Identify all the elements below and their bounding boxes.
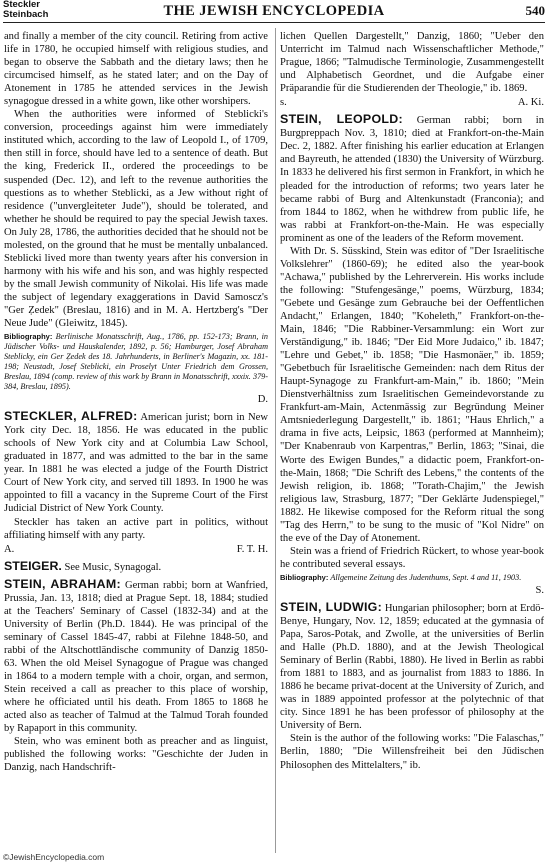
bibliography-text: Berlinische Monatsschrift, Aug., 1786, pp. 152-173; Brann, in Jüdischer Volks- und Hauskalender, 1892, p. 56; Hamburger, Josef Abraham Steblicky, ein Ger Ẓedek des 18. Jahrhunderts, in Berliner's Magazin, xx. 181-198; Neustadt, Josef Steblicki, ein Proselyt Unter Friedrich dem Grossen, Breslau, 1894 (comp. review of this work by Brann in Monatsschrift, xxxix. 379-384, Breslau, 1895). — [4, 332, 269, 392]
bibliography — [4, 332, 268, 392]
bibliography-label: Bibliography: — [4, 332, 53, 342]
running-head-last: Steinbach — [3, 9, 49, 20]
author-signature: D. — [257, 394, 268, 406]
entry-steiger — [4, 560, 268, 574]
entry-text: Hungarian philosopher; born at Erdö-Benye, Hungary, Nov. 12, 1859; educated at the gymnasia of Papa, Saros-Potak, and Zwolle, at the universities of Berlin and Halle (Ph.D. 1880), and at the Jewish Theological Seminary of Berlin (Rabbi, 1880). He lived in Berlin as rabbi from 1881 to 1883, and as journalist from 1883 to 1886. In 1886 he became privat-docent at the University of Zurich, and was in 1889 appointed professor at the polytechnic of that city. Since 1891 he has been professor of philosophy at the University of Bern. — [280, 602, 544, 732]
author-signature: S. — [535, 584, 544, 596]
entry-text: American jurist; born in New York city Dec. 18, 1856. He was educated in the public schools of New York city and at Columbia Law School, graduated in 1877, and was admitted to the bar in the same year. In 1881 he was elected a judge of the Fourth District Court of New York city, and served till 1893. In 1900 he was appointed to fill a vacancy in the Supreme Court of the First Judicial District of New York County. — [4, 412, 268, 515]
bibliography — [280, 573, 544, 583]
left-column — [4, 30, 268, 774]
paragraph: lichen Quellen Dargestellt," Danzig, 1860; "Ueber den Unterricht im Talmud nach Wissenschaftlicher Methode," Prague, 1866; "Talmudische Terminologie, Zusammengestellt und Alphabetisch Geordnet, und die Aufgabe einer Präparandie für die Studierenden der Theologie," ib. 1869. — [280, 31, 544, 95]
signature-right: F. T. H. — [236, 543, 268, 555]
entry-stein-abraham — [4, 578, 268, 736]
entry-heading: STEIN, LEOPOLD: — [280, 112, 403, 127]
entry-text: German rabbi; born in Burgpreppach Nov. 3, 1810; died at Frankfort-on-the-Main Dec. 2, 1882. After finishing his earlier education at Erlangen and Bayreuth, he attended (1830) the University of Würzburg. In 1833 he delivered his first sermon in Frankfort, in which he pleaded for the introduction of reforms; two years later he became rabbi of Burg and Altenkunstadt (Franconia); and from 1844 to 1862, when he withdrew from public life, he was rabbi at Frankfort-on-the-Main. He was especially prominent as one of the leaders of the Reform movement. — [280, 115, 545, 244]
paragraph: and finally a member of the city council. Retiring from active life in 1780, he occupied himself with religious studies, and began to observe the Sabbath and the dietary laws; then he circumcised himself, as he stated later; and on the Day of Atonement in 1785 he attended services in the Jewish synagogue dressed in a white gown, like other worshipers. — [4, 31, 268, 108]
page-number: 540 — [525, 3, 545, 18]
entry-heading: STEIGER. — [4, 558, 62, 573]
header-rule — [3, 22, 545, 23]
column-divider — [275, 28, 276, 853]
site-credit: ©JewishEncyclopedia.com — [3, 852, 105, 862]
entry-heading: STEIN, LUDWIG: — [280, 599, 383, 614]
author-signature — [4, 543, 268, 556]
publication-title: THE JEWISH ENCYCLOPEDIA — [163, 3, 385, 19]
entry-stein-leopold — [280, 113, 544, 244]
entry-heading: STEIN, ABRAHAM: — [4, 576, 121, 591]
running-head-first: Steckler — [3, 0, 40, 10]
page-header — [3, 0, 545, 26]
bibliography-label: Bibliography: — [280, 572, 329, 582]
entry-text: German rabbi; born at Wanfried, Prussia, Jan. 13, 1818; died at Prague Sept. 18, 1884; studied at the Teachers' Seminary of Cassel (1832-34) and at the University of Berlin (Ph.D. 1844). He was principal of the seminary of Cassel 1845-47, rabbi at Filehne 1848-50, and rabbi of the Altschottländische community of Danzig 1850-63. When the old Meisel Synagogue of Prague was changed in 1864 to a modern temple with a choir, organ, and sermon, Stein received a call as preacher to this place of worship, where he officiated until his death. From 1865 to 1868 he acted also as teacher of Talmud at the Talmud Torah founded by Rapaport in this community. — [4, 579, 268, 735]
bibliography-text: Allgemeine Zeitung des Judenthums, Sept. 4 and 11, 1903. — [330, 572, 522, 582]
right-column — [280, 30, 544, 772]
author-signature — [280, 96, 544, 109]
paragraph: Stein was a friend of Friedrich Rückert, to whose year-book he contributed several essays. — [280, 545, 544, 570]
cross-reference: See Music, Synagogal. — [64, 561, 162, 573]
paragraph: When the authorities were informed of Steblicki's conversion, proceedings against him were immediately instituted which, according to the law of Leopold I., of 1709, then still in force, should have led to a sentence of death. But the king, Frederick II., ordered the proceedings to be suspended (Dec. 12), and left to the revenue authorities the questions as to whether Steblicki, as a Jew without right of residence ("unvergleiteter Jude"), should be tolerated, and whether he should be required to pay the special Jewish taxes. On July 28, 1786, the authorities decided that he should not be molested, on the ground that he must be mentally unbalanced. Steblicki lived more than twenty years after his conversion in harmony with his wife and his son, and was highly respected by the small Jewish community of Nikolai. His life was made the subject of legendary exaggerations in David Samoscz's "Ger Ẓedek" (Breslau, 1816) and in M. A. Hertzberg's "Der Neue Jude" (Gleiwitz, 1845). — [4, 109, 268, 330]
paragraph: With Dr. S. Süsskind, Stein was editor of "Der Israelitische Volkslehrer" (1860-69); he edited also the year-book "Achawa," published by the Lehrerverein. His works include the following: "Stufengesänge," poems, Würzburg, 1834; "Gebete und Gesänge zum Gebrauche bei der Oeffentlichen Andacht," Erlangen, 1840; "Koheleth," Frankfort-on-the-Main, 1846; "Die Rabbiner-Versammlung: ein Wort zur Verständigung," ib. 1846; "Der Eid More Judaico," ib. 1847; "Lehre und Gebet," ib. 1858; "Die Hasmonäer," ib. 1859; "Gebetbuch für Israelitische Gemeinden: nach dem Ritus der Haupt-Synagoge zu Frankfurt-am-Main," ib. 1860; "Mein Dienstverhältniss zum Israelitischen Gemeindevorstande zu Frankfurt-am-Main, Actenmässig zur Begründung Meiner Amtsniederlegung Dargestellt," ib. 1861; "Haus Ehrlich," a drama in five acts, Leipsic, 1863 (performed at Mannheim); "Der Knabenraub von Karpentras," Berlin, 1863; "Sinai, die Worte des Ewigen Bundes," a didactic poem, Frankfort-on-the-Main, 1868; "Die Schrift des Lebens," the contents of the Jewish religion, ib. 1868; "Torath-Chajim," the Jewish religious law, Strasburg, 1877; "Der Geklärte Judenspiegel," 1882. He likewise composed for the Reform ritual the song "Tag des Herrn," to be sung to the music of "Kol Nidre" on the eve of the Day of Atonement. — [280, 245, 544, 544]
signature-left: A. — [4, 543, 15, 555]
signature-left: s. — [280, 97, 287, 109]
paragraph: Stein is the author of the following works: "Die Falaschas," Berlin, 1880; "Die Willensfreiheit bei den Jüdischen Philosophen des Mittelalters," ib. — [280, 733, 544, 771]
paragraph: Steckler has taken an active part in politics, without affiliating himself with any party. — [4, 516, 268, 541]
signature-right: A. Ki. — [517, 97, 544, 109]
entry-stein-ludwig — [280, 601, 544, 732]
entry-heading: STECKLER, ALFRED: — [4, 409, 138, 424]
entry-steckler — [4, 410, 268, 515]
paragraph: Stein, who was eminent both as preacher and as linguist, published the following works: "Geschichte der Juden in Danzig, nach Handschrift- — [4, 736, 268, 774]
